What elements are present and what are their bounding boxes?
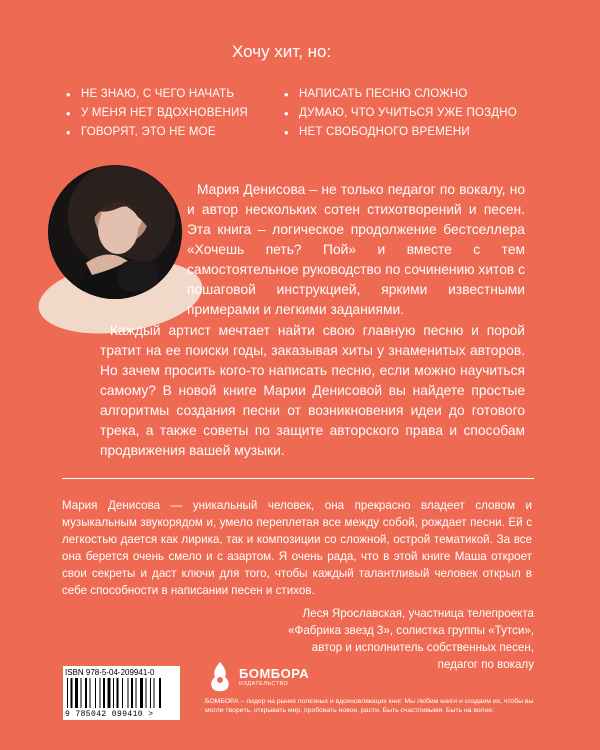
bullet-item: • НЕ ЗНАЮ, С ЧЕГО НАЧАТЬ: [66, 87, 235, 102]
divider: [62, 478, 534, 479]
bullet-dot-icon: •: [66, 87, 71, 102]
bullet-dot-icon: •: [284, 106, 289, 121]
bullet-item: • НАПИСАТЬ ПЕСНЮ СЛОЖНО: [284, 87, 468, 102]
bullet-dot-icon: •: [284, 87, 289, 102]
bullet-list-left: [66, 85, 248, 142]
isbn: ISBN 978-5-04-209941-0: [65, 668, 155, 677]
barcode: [63, 666, 180, 720]
review-quote: Мария Денисова — уникальный человек, она прекрасно владеет словом и музыкальным звукорядом и, умело переплетая все между собой, рождает песни. Ей с легкостью дается как лирика, так и композиции со сложной, острой тематикой. За все она берется очень смело и с азартом. Я очень рада, что в этой книге Маша откроет свои секреты и даст ключи для того, чтобы каждый талантливый человек открыл в себе способности в написании песен и стихов.: [62, 499, 532, 597]
bullet-item: • ГОВОРЯТ, ЭТО НЕ МОЕ: [66, 125, 216, 140]
barcode-number: 9 785042 099410 >: [65, 710, 154, 719]
bullet-item: • ДУМАЮ, ЧТО УЧИТЬСЯ УЖЕ ПОЗДНО: [284, 106, 517, 121]
book-description: Каждый артист мечтает найти свою главную песню и порой тратит на ее поиски годы, заказывая хиты у знаменитых авторов. Но зачем просить кого-то написать песню, если можно научиться самому? В новой книге Марии Денисовой вы найдете простые алгоритмы создания песни от возникновения идеи до готового трека, а также советы по защите авторского права и способам продвижения вашей музыки.: [100, 323, 525, 458]
publisher-sub: ИЗДАТЕЛЬСТВО: [239, 680, 289, 687]
barcode-bars: [65, 678, 178, 708]
bullet-item: • У МЕНЯ НЕТ ВДОХНОВЕНИЯ: [66, 106, 248, 121]
bullet-dot-icon: •: [66, 125, 71, 140]
bullet-list-right: [284, 85, 517, 142]
author-photo: [48, 165, 182, 299]
bullet-dot-icon: •: [66, 106, 71, 121]
publisher-name: БОМБОРА: [239, 665, 310, 681]
publisher-blurb: БОМБОРА – лидер на рынке полезных и вдохновляющих книг. Мы любим книги и создаем их, чтобы вы могли творить, открывать мир, пробовать новое, расти. Быть счастливыми. Быть на волне.: [205, 698, 534, 714]
review-attribution: Леся Ярославская, участница телепроекта «Фабрика звезд 3», солистка группы «Тутси», автор и исполнитель собственных песен, педагог по вокалу: [288, 607, 534, 671]
bullet-dot-icon: •: [284, 125, 289, 140]
publisher-logo: [205, 660, 309, 692]
bullet-item: • НЕТ СВОБОДНОГО ВРЕМЕНИ: [284, 125, 470, 140]
heading: Хочу хит, но:: [232, 42, 332, 61]
author-bio: Мария Денисова – не только педагог по вокалу, но и автор нескольких сотен стихотворений и песен. Эта книга – логическое продолжение бестселлера «Хочешь петь? Пой» и вместе с тем самостоятельное руководство по сочинению хитов с пошаговой инструкцией, яркими известными примерами и легкими заданиями.: [187, 182, 525, 317]
bombora-logo-icon: [205, 660, 235, 692]
